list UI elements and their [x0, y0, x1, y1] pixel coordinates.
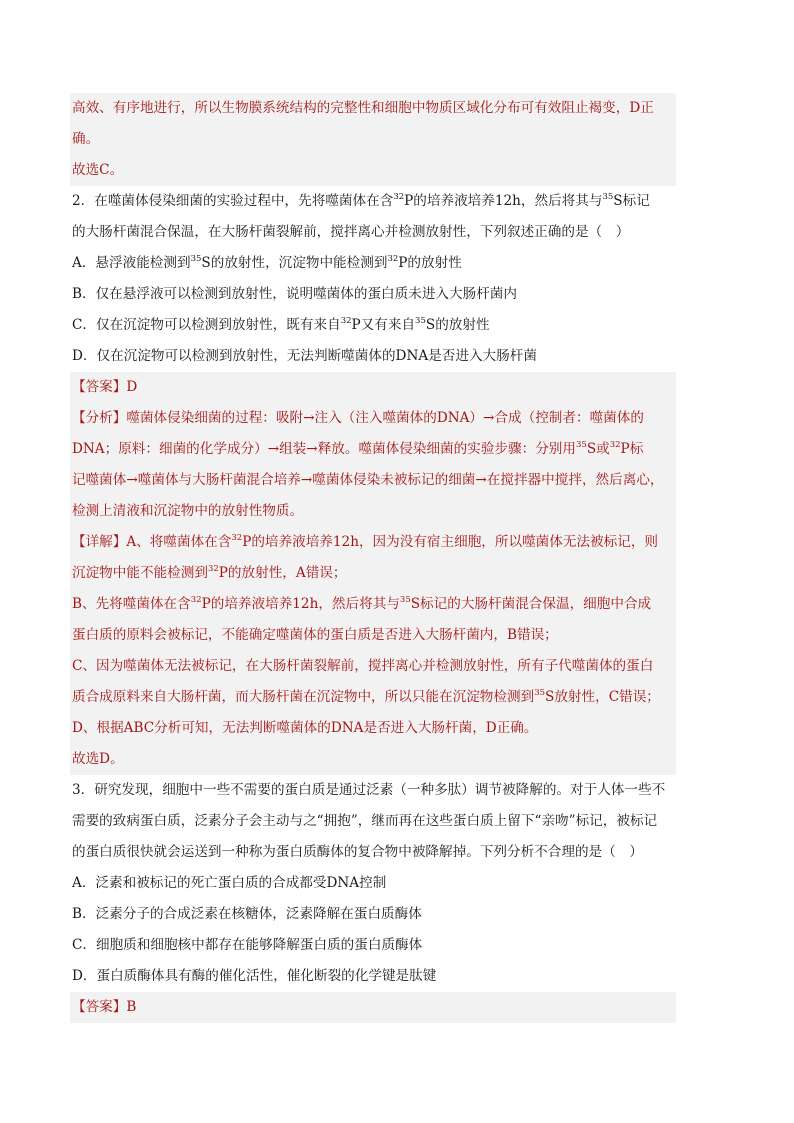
question-2-answer: 【答案】D	[70, 372, 676, 403]
prev-choose-line: 故选C。	[70, 155, 676, 186]
question-2-analysis: 检测上清液和沉淀物中的放射性物质。	[70, 496, 676, 527]
question-3-option-a: A．泛素和被标记的死亡蛋白质的合成都受DNA控制	[72, 875, 387, 891]
question-3-answer: 【答案】B	[70, 992, 676, 1023]
question-2-detail: 沉淀物中能不能检测到$^{32}$P的放射性，A错误；	[70, 558, 676, 589]
question-3-stem: 的蛋白质很快就会运送到一种称为蛋白质酶体的复合物中被降解掉。下列分析不合理的是（ ）	[72, 844, 643, 860]
question-2-analysis: 记噬菌体→噬菌体与大肠杆菌混合培养→噬菌体侵染未被标记的细菌→在搅拌器中搅拌，然后离心，	[70, 465, 676, 496]
question-2-option-d: D．仅在沉淀物可以检测到放射性，无法判断噬菌体的DNA是否进入大肠杆菌	[72, 348, 537, 364]
question-2-option-b: B．仅在悬浮液可以检测到放射性，说明噬菌体的蛋白质未进入大肠杆菌内	[72, 286, 517, 302]
document-page	[70, 93, 676, 1023]
prev-explanation-line: 高效、有序地进行，所以生物膜系统结构的完整性和细胞中物质区域化分布可有效阻止褐变，D正	[70, 93, 676, 124]
question-3-option-d: D．蛋白质酶体具有酶的催化活性，催化断裂的化学键是肽键	[72, 968, 437, 984]
question-2-detail: 【详解】A、将噬菌体在含$^{32}$P的培养液培养12h，因为没有宿主细胞，所以噬菌体无法被标记，则	[70, 527, 676, 558]
question-2-stem: 的大肠杆菌混合保温，在大肠杆菌裂解前，搅拌离心并检测放射性，下列叙述正确的是（ ）	[72, 224, 630, 240]
question-2-analysis: 【分析】噬菌体侵染细菌的过程：吸附→注入（注入噬菌体的DNA）→合成（控制者：噬菌体的	[70, 403, 676, 434]
question-3-stem: 需要的致病蛋白质，泛素分子会主动与之“拥抱”，继而再在这些蛋白质上留下“亲吻”标记，被标记	[72, 813, 658, 829]
question-2-option-a: A．悬浮液能检测到$^{35}$S的放射性，沉淀物中能检测到$^{32}$P的放射性	[72, 254, 462, 271]
question-3-stem: 3．研究发现，细胞中一些不需要的蛋白质是通过泛素（一种多肽）调节被降解的。对于人体一些不	[72, 782, 666, 798]
question-3-option-c: C．细胞质和细胞核中都存在能够降解蛋白质的蛋白质酶体	[72, 937, 423, 953]
question-2-stem: 2．在噬菌体侵染细菌的实验过程中，先将噬菌体在含$^{32}$P的培养液培养12h，然后将其与$^{35}$S标记	[72, 192, 650, 209]
question-2-detail: D、根据ABC分析可知，无法判断噬菌体的DNA是否进入大肠杆菌，D正确。	[70, 713, 676, 744]
question-2-option-c: C．仅在沉淀物可以检测到放射性，既有来自$^{32}$P又有来自$^{35}$S的放射性	[72, 316, 490, 333]
prev-explanation-line: 确。	[70, 124, 676, 155]
question-2-detail: 蛋白质的原料会被标记，不能确定噬菌体的蛋白质是否进入大肠杆菌内，B错误；	[70, 620, 676, 651]
question-3-option-b: B．泛素分子的合成泛素在核糖体，泛素降解在蛋白质酶体	[72, 906, 422, 922]
question-2-detail: B、先将噬菌体在含$^{32}$P的培养液培养12h，然后将其与$^{35}$S标记的大肠杆菌混合保温，细胞中合成	[70, 589, 676, 620]
question-2-detail: C、因为噬菌体无法被标记，在大肠杆菌裂解前，搅拌离心并检测放射性，所有子代噬菌体的蛋白	[70, 651, 676, 682]
question-2-analysis: DNA；原料：细菌的化学成分）→组装→释放。噬菌体侵染细菌的实验步骤：分别用$^{35}$S或$^{32}$P标	[70, 434, 676, 465]
question-2-detail: 质合成原料来自大肠杆菌，而大肠杆菌在沉淀物中，所以只能在沉淀物检测到$^{35}$S放射性，C错误；	[70, 682, 676, 713]
question-2-choose: 故选D。	[70, 744, 676, 775]
